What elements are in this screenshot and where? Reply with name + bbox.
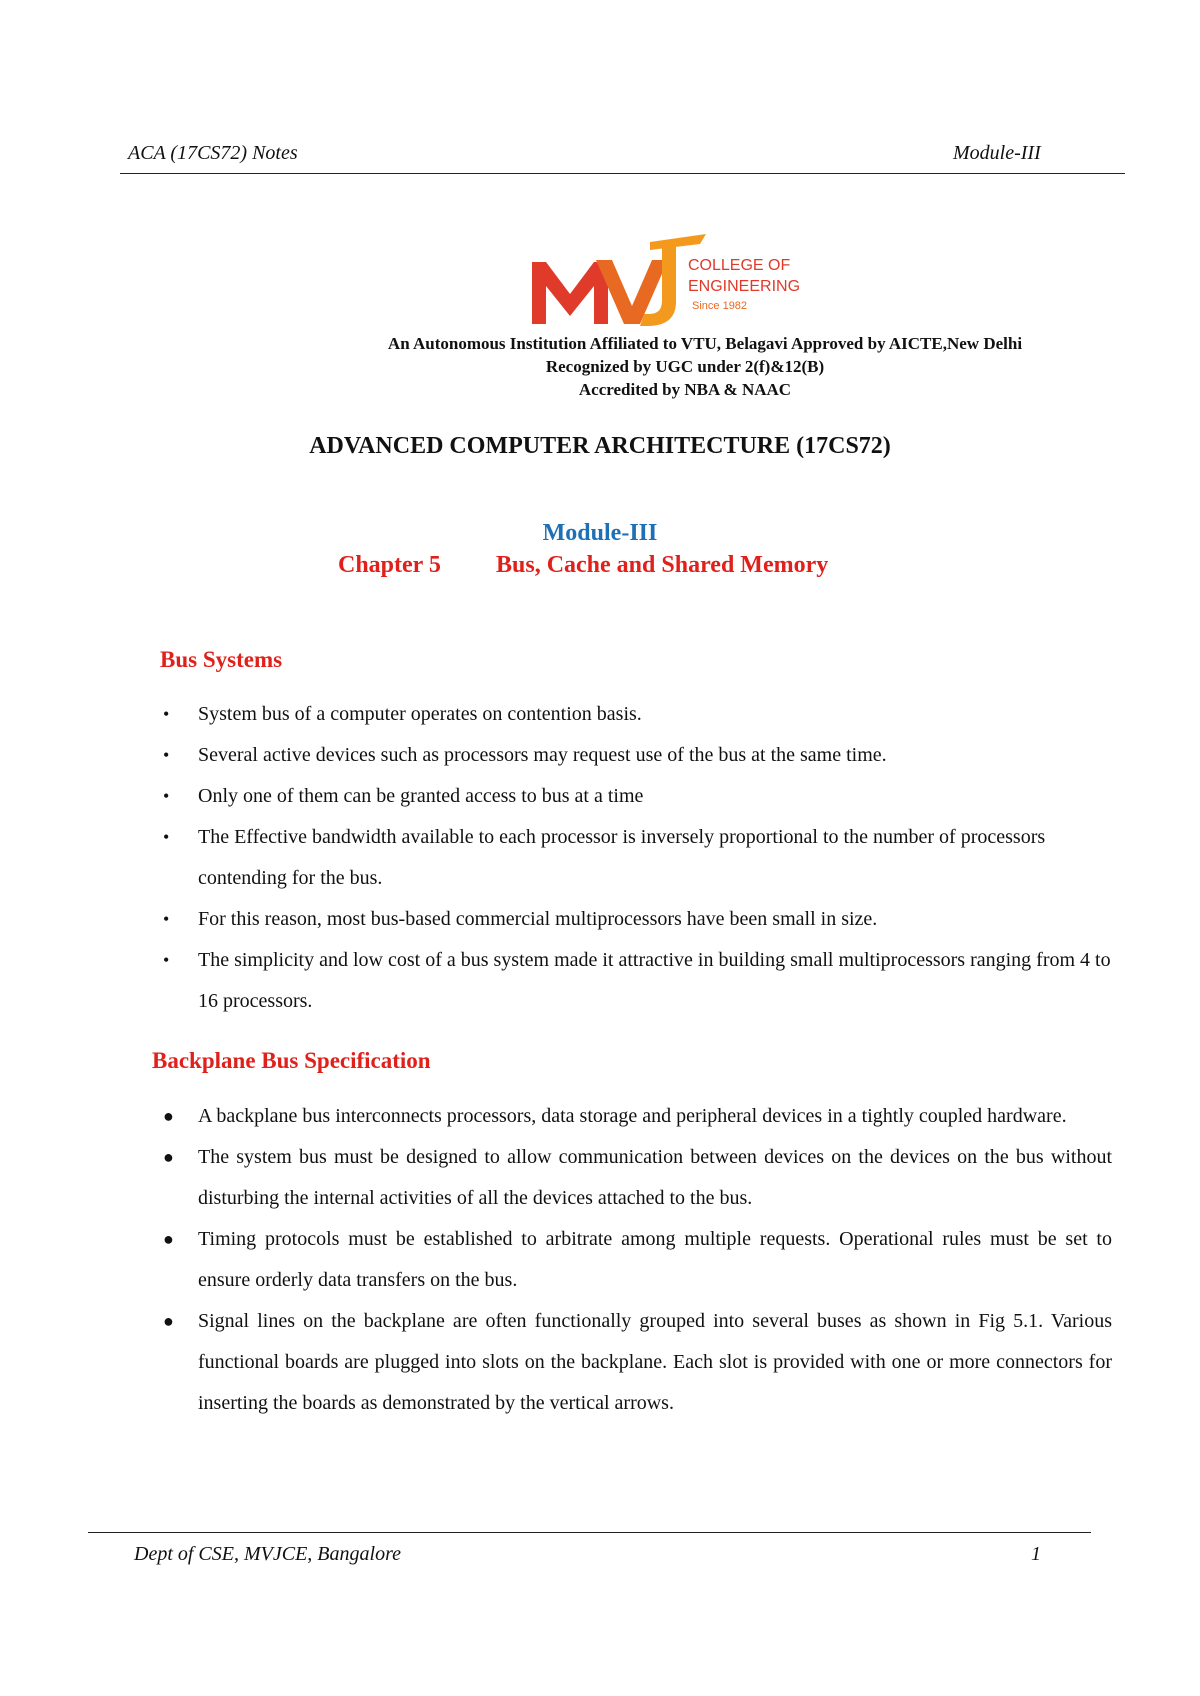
header-course-code: ACA (17CS72) Notes <box>128 142 298 164</box>
bullet-marker: ● <box>163 1311 174 1331</box>
header-module: Module-III <box>953 142 1041 164</box>
list-item <box>160 817 1112 899</box>
footer-department: Dept of CSE, MVJCE, Bangalore <box>134 1543 401 1565</box>
bullet-marker: • <box>163 827 170 847</box>
list-item-text: Only one of them can be granted access to bus at a time <box>198 785 644 807</box>
bullet-marker: • <box>163 745 170 765</box>
module-title: Module-III <box>542 520 658 546</box>
list-item <box>160 1096 1112 1137</box>
bullet-marker: ● <box>163 1229 174 1249</box>
mvj-monogram <box>532 234 706 326</box>
affiliation-line-2: Recognized by UGC under 2(f)&12(B) <box>545 357 825 376</box>
bullet-marker: • <box>163 909 170 929</box>
chapter-title: Bus, Cache and Shared Memory <box>496 552 829 578</box>
list-item-text: Signal lines on the backplane are often functionally grouped into several buses as shown in Fig 5.1. Various functional boards are plugged into slots on the backplane. Each slot is provided with one or more connectors for inserting the boards as demonstrated by the vertical arrows. <box>198 1310 1112 1414</box>
section-heading-bus-systems: Bus Systems <box>160 647 283 672</box>
list-item-text: For this reason, most bus-based commercial multiprocessors have been small in size. <box>198 908 878 930</box>
list-item <box>160 1301 1112 1424</box>
mvj-college-logo <box>530 234 820 328</box>
chapter-number: Chapter 5 <box>338 552 441 578</box>
bullet-marker: • <box>163 704 170 724</box>
page-number: 1 <box>1031 1543 1041 1565</box>
logo-line2: ENGINEERING <box>688 278 801 295</box>
logo-line1: COLLEGE OF <box>688 257 791 274</box>
list-item-text: Several active devices such as processors may request use of the bus at the same time. <box>198 744 887 766</box>
course-title: ADVANCED COMPUTER ARCHITECTURE (17CS72) <box>309 433 891 459</box>
footer-divider <box>88 1532 1091 1533</box>
list-item <box>160 776 1112 817</box>
affiliation-line-3: Accredited by NBA & NAAC <box>578 380 792 399</box>
section-heading-backplane-bus: Backplane Bus Specification <box>152 1048 431 1073</box>
bullet-marker: ● <box>163 1147 174 1167</box>
list-item-text: A backplane bus interconnects processors, data storage and peripheral devices in a tightly coupled hardware. <box>198 1105 1067 1127</box>
backplane-bus-list <box>160 1096 1112 1424</box>
header-divider <box>120 173 1125 174</box>
list-item-text: The simplicity and low cost of a bus system made it attractive in building small multiprocessors ranging from 4 to 16 processors. <box>198 949 1111 1012</box>
bus-systems-list <box>160 694 1112 1022</box>
list-item-text: System bus of a computer operates on contention basis. <box>198 703 642 725</box>
list-item <box>160 940 1112 1022</box>
list-item-text: Timing protocols must be established to arbitrate among multiple requests. Operational rules must be set to ensure orderly data transfers on the bus. <box>198 1228 1112 1291</box>
bullet-marker: • <box>163 786 170 806</box>
list-item <box>160 1137 1112 1219</box>
list-item <box>160 899 1112 940</box>
list-item-text: The Effective bandwidth available to each processor is inversely proportional to the number of processors contending for the bus. <box>198 826 1046 889</box>
list-item <box>160 694 1112 735</box>
bullet-marker: ● <box>163 1106 174 1126</box>
affiliation-line-1: An Autonomous Institution Affiliated to VTU, Belagavi Approved by AICTE,New Delhi <box>387 334 1023 353</box>
list-item <box>160 735 1112 776</box>
list-item <box>160 1219 1112 1301</box>
list-item-text: The system bus must be designed to allow communication between devices on the devices on the bus without disturbing the internal activities of all the devices attached to the bus. <box>198 1146 1112 1209</box>
logo-line3: Since 1982 <box>692 300 748 312</box>
bullet-marker: • <box>163 950 170 970</box>
